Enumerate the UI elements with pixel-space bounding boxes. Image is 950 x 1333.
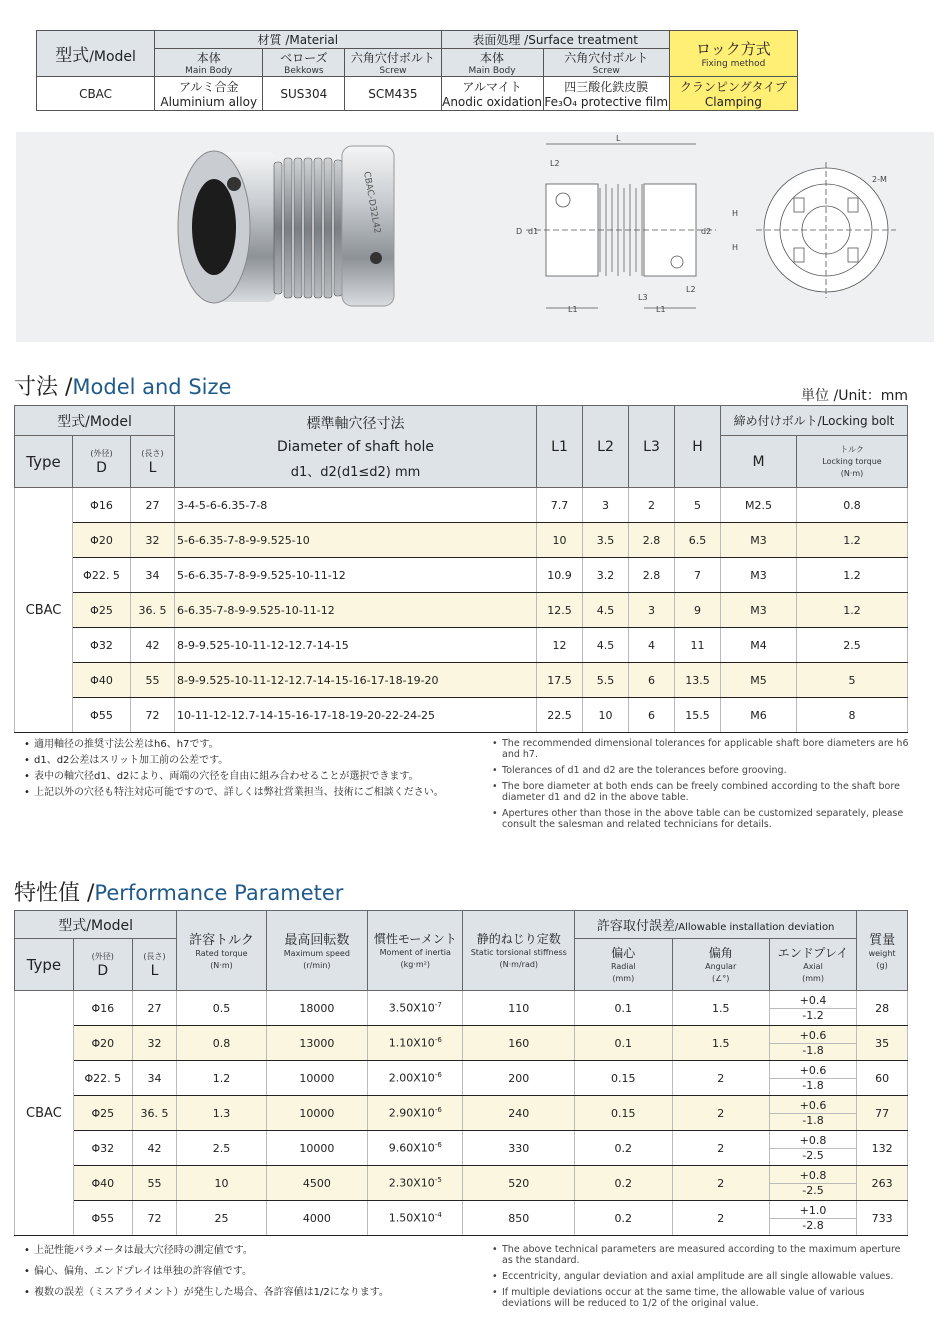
inertia — [368, 1026, 463, 1061]
L2: 4.5 — [583, 593, 629, 628]
radial: 0.15 — [575, 1096, 672, 1131]
weight: 60 — [857, 1061, 908, 1096]
material-screw: SCM435 — [345, 77, 441, 111]
end-view-drawing — [732, 162, 896, 298]
table-row — [15, 698, 908, 733]
H: 5 — [675, 488, 721, 523]
bolt-size: M3 — [721, 558, 797, 593]
L2-header: L2 — [583, 406, 629, 488]
axial-minus: -2.8 — [770, 1218, 856, 1233]
stiffness: 520 — [463, 1166, 575, 1201]
inertia-base: 1.50X10 — [388, 1211, 435, 1225]
radial: 0.2 — [575, 1201, 672, 1236]
axial-plus: +1.0 — [799, 1203, 827, 1217]
max-speed: 4500 — [266, 1166, 367, 1201]
note: • If multiple deviations occur at the same time, the allowable value of various deviations will be reduced to 1/2 of the original value. — [490, 1287, 910, 1309]
max-speed: 10000 — [266, 1096, 367, 1131]
note: • The above technical parameters are measured according to the maximum aperture as the standard. — [490, 1244, 910, 1266]
inertia-base: 3.50X10 — [388, 1001, 435, 1015]
dim-L3: L3 — [638, 293, 648, 302]
angular: 1.5 — [672, 991, 769, 1026]
model-header: 型式/Model — [37, 31, 155, 77]
inertia — [368, 1096, 463, 1131]
inertia-base: 1.10X10 — [388, 1036, 435, 1050]
inertia-base: 2.00X10 — [388, 1071, 435, 1085]
outer-diameter: Φ16 — [73, 488, 131, 523]
type-header: Type — [15, 436, 73, 488]
inertia-base: 9.60X10 — [388, 1141, 435, 1155]
axial-minus: -1.8 — [770, 1113, 856, 1128]
L2: 5.5 — [583, 663, 629, 698]
angular: 2 — [672, 1201, 769, 1236]
L3-header: L3 — [629, 406, 675, 488]
locking-torque: 8 — [797, 698, 908, 733]
table-row — [15, 663, 908, 698]
outer-diameter: Φ55 — [73, 698, 131, 733]
rated-torque: 10 — [177, 1166, 266, 1201]
size-table — [14, 405, 908, 733]
axial — [769, 1131, 856, 1166]
axial-minus: -2.5 — [770, 1148, 856, 1163]
surface-screw: 四三酸化鉄皮膜 Fe₃O₄ protective film — [543, 77, 669, 111]
weight: 28 — [857, 991, 908, 1026]
length: 42 — [132, 1131, 177, 1166]
note: • 偏心、偏角、エンドプレイは単独の許容値です。 — [22, 1265, 462, 1278]
dim-L2: L2 — [550, 159, 560, 168]
bolt-size: M5 — [721, 663, 797, 698]
surface-body: アルマイト Anodic oxidation — [441, 77, 543, 111]
length: 72 — [132, 1201, 177, 1236]
perf-type-cell: CBAC — [15, 991, 74, 1236]
L1: 12 — [537, 628, 583, 663]
length: 32 — [132, 1026, 177, 1061]
dim-d1: d1 — [528, 227, 539, 236]
L1: 12.5 — [537, 593, 583, 628]
max-speed: 10000 — [266, 1131, 367, 1166]
length: 36. 5 — [132, 1096, 177, 1131]
shaft-holes: 8-9-9.525-10-11-12-12.7-14-15-16-17-18-19-20 — [175, 663, 537, 698]
note: • 複数の誤差（ミスアライメント）が発生した場合、各許容値は1/2になります。 — [22, 1286, 462, 1299]
note: • The recommended dimensional tolerances for applicable shaft bore diameters are h6 and h7. — [490, 738, 910, 760]
H: 13.5 — [675, 663, 721, 698]
length: 36. 5 — [131, 593, 175, 628]
table-row — [15, 488, 908, 523]
length: 55 — [131, 663, 175, 698]
table-row — [15, 593, 908, 628]
surface-header: 表面処理 /Surface treatment — [441, 31, 669, 49]
L1: 10 — [537, 523, 583, 558]
outer-diameter: Φ20 — [73, 523, 131, 558]
max-speed: 4000 — [266, 1201, 367, 1236]
rated-torque: 1.3 — [177, 1096, 266, 1131]
inertia-exponent: -4 — [434, 1211, 442, 1220]
lock-header: ロック方式 Fixing method — [669, 31, 797, 77]
axial-plus: +0.8 — [799, 1133, 827, 1147]
bolt-size: M4 — [721, 628, 797, 663]
length: 27 — [132, 991, 177, 1026]
outer-diameter: Φ32 — [73, 628, 131, 663]
note: • Apertures other than those in the above table can be customized separately, please consult the salesman and related technicians for details. — [490, 808, 910, 830]
size-model-header: 型式/Model — [15, 406, 175, 436]
performance-table — [14, 910, 908, 1236]
stiffness-header: 静的ねじり定数 Static torsional stiffness (N·m/rad) — [463, 911, 575, 991]
inertia-base: 2.90X10 — [388, 1106, 435, 1120]
deviation-header: 許容取付誤差/Allowable installation deviation — [575, 911, 857, 939]
note: • Tolerances of d1 and d2 are the tolerances before grooving. — [490, 765, 910, 776]
length: 32 — [131, 523, 175, 558]
outer-diameter: Φ40 — [73, 1166, 132, 1201]
axial — [769, 1026, 856, 1061]
radial: 0.15 — [575, 1061, 672, 1096]
product-engraving: CBAC-D32L42 — [361, 170, 382, 235]
axial-plus: +0.6 — [799, 1028, 827, 1042]
L2: 4.5 — [583, 628, 629, 663]
inertia-exponent: -6 — [434, 1036, 442, 1045]
col-surface-screw: 六角穴付ボルト Screw — [543, 49, 669, 77]
L2: 3.5 — [583, 523, 629, 558]
perf-notes-en — [490, 1244, 910, 1314]
axial — [769, 1061, 856, 1096]
material-body: アルミ合金 Aluminium alloy — [155, 77, 263, 111]
max-speed-header: 最高回転数 Maximum speed (r/min) — [266, 911, 367, 991]
perf-outer-header: (外径) D — [73, 939, 132, 991]
angular: 2 — [672, 1131, 769, 1166]
axial-minus: -2.5 — [770, 1183, 856, 1198]
radial: 0.2 — [575, 1131, 672, 1166]
rated-torque: 2.5 — [177, 1131, 266, 1166]
M-header: M — [721, 436, 797, 488]
L3: 4 — [629, 628, 675, 663]
perf-notes-jp — [22, 1244, 462, 1302]
outer-diameter: Φ22. 5 — [73, 558, 131, 593]
shaft-holes: 8-9-9.525-10-11-12-12.7-14-15 — [175, 628, 537, 663]
length-header: (長さ) L — [131, 436, 175, 488]
inertia-header: 慣性モーメント Moment of inertia (kg·m²) — [368, 911, 463, 991]
dim-H-top: H — [732, 209, 739, 218]
angular: 2 — [672, 1166, 769, 1201]
radial: 0.2 — [575, 1166, 672, 1201]
note: • 表中の軸穴径d1、d2により、両端の穴径を自由に組み合わせることが選択できます。 — [22, 770, 462, 783]
inertia — [368, 1166, 463, 1201]
dim-H-bottom: H — [732, 243, 739, 252]
L3: 6 — [629, 663, 675, 698]
dim-L: L — [616, 134, 621, 143]
angular-header: 偏角 Angular (∠°) — [672, 939, 769, 991]
L3: 2.8 — [629, 558, 675, 593]
L3: 2.8 — [629, 523, 675, 558]
unit-label: 単位 /Unit：mm — [801, 388, 908, 404]
size-notes-en — [490, 738, 910, 835]
table-row — [15, 1166, 908, 1201]
table-row — [15, 991, 908, 1026]
L2: 3 — [583, 488, 629, 523]
outer-diameter: Φ22. 5 — [73, 1061, 132, 1096]
note: • The bore diameter at both ends can be freely combined according to the shaft bore diameter d1 and d2 in the above table. — [490, 781, 910, 803]
axial-minus: -1.8 — [770, 1078, 856, 1093]
dim-2M: 2-M — [872, 175, 887, 184]
stiffness: 240 — [463, 1096, 575, 1131]
dim-L1-right: L1 — [656, 305, 666, 314]
H: 6.5 — [675, 523, 721, 558]
axial-plus: +0.4 — [799, 993, 827, 1007]
L1: 22.5 — [537, 698, 583, 733]
L3: 2 — [629, 488, 675, 523]
length: 34 — [132, 1061, 177, 1096]
weight: 263 — [857, 1166, 908, 1201]
length: 55 — [132, 1166, 177, 1201]
side-drawing — [516, 134, 716, 314]
radial: 0.1 — [575, 991, 672, 1026]
locking-torque: 1.2 — [797, 593, 908, 628]
product-illustration — [16, 132, 934, 342]
bolt-size: M3 — [721, 523, 797, 558]
max-speed: 13000 — [266, 1026, 367, 1061]
axial-plus: +0.6 — [799, 1063, 827, 1077]
outer-diameter: Φ20 — [73, 1026, 132, 1061]
radial: 0.1 — [575, 1026, 672, 1061]
inertia — [368, 991, 463, 1026]
locking-torque-header: トルク Locking torque (N·m) — [797, 436, 908, 488]
weight-header: 質量 weight (g) — [857, 911, 908, 991]
locking-torque: 2.5 — [797, 628, 908, 663]
H: 15.5 — [675, 698, 721, 733]
L1: 17.5 — [537, 663, 583, 698]
type-cell: CBAC — [15, 488, 73, 733]
note: • Eccentricity, angular deviation and axial amplitude are all single allowable values. — [490, 1271, 910, 1282]
angular: 2 — [672, 1096, 769, 1131]
outer-diameter: Φ25 — [73, 1096, 132, 1131]
bolt-size: M6 — [721, 698, 797, 733]
shaft-holes: 5-6-6.35-7-8-9-9.525-10 — [175, 523, 537, 558]
max-speed: 18000 — [266, 991, 367, 1026]
outer-diameter: Φ16 — [73, 991, 132, 1026]
inertia — [368, 1061, 463, 1096]
inertia-exponent: -7 — [434, 1001, 442, 1010]
shaft-holes: 10-11-12-12.7-14-15-16-17-18-19-20-22-24-25 — [175, 698, 537, 733]
table-row — [15, 523, 908, 558]
size-notes-jp — [22, 738, 462, 802]
outer-header: (外径) D — [73, 436, 131, 488]
H: 11 — [675, 628, 721, 663]
shaft-holes: 3-4-5-6-6.35-7-8 — [175, 488, 537, 523]
material-model: CBAC — [37, 77, 155, 111]
inertia — [368, 1201, 463, 1236]
axial — [769, 1201, 856, 1236]
perf-type-header: Type — [15, 939, 74, 991]
inertia-exponent: -5 — [434, 1176, 442, 1185]
axial — [769, 991, 856, 1026]
L3: 6 — [629, 698, 675, 733]
locking-torque: 0.8 — [797, 488, 908, 523]
rated-torque: 1.2 — [177, 1061, 266, 1096]
material-bellows: SUS304 — [263, 77, 345, 111]
table-row — [15, 1131, 908, 1166]
material-header: 材質 /Material — [155, 31, 441, 49]
angular: 2 — [672, 1061, 769, 1096]
table-row — [15, 1026, 908, 1061]
bolt-size: M3 — [721, 593, 797, 628]
inertia-base: 2.30X10 — [388, 1176, 435, 1190]
length: 27 — [131, 488, 175, 523]
dim-d2: d2 — [701, 227, 712, 236]
table-row — [15, 558, 908, 593]
L1: 7.7 — [537, 488, 583, 523]
note: • 上記以外の穴径も特注対応可能ですので、詳しくは弊社営業担当、技術にご相談ください。 — [22, 786, 462, 799]
lock-value: クランピングタイプ Clamping — [669, 77, 797, 111]
radial-header: 偏心 Radial (mm) — [575, 939, 672, 991]
angular: 1.5 — [672, 1026, 769, 1061]
stiffness: 200 — [463, 1061, 575, 1096]
L2: 10 — [583, 698, 629, 733]
L1: 10.9 — [537, 558, 583, 593]
product-panel — [16, 132, 934, 342]
stiffness: 330 — [463, 1131, 575, 1166]
axial-plus: +0.8 — [799, 1168, 827, 1182]
dim-L2-right: L2 — [686, 285, 696, 294]
note: • d1、d2公差はスリット加工前の公差です。 — [22, 754, 462, 767]
weight: 132 — [857, 1131, 908, 1166]
perf-section-title: 特性值 /Performance Parameter — [14, 881, 344, 906]
H: 9 — [675, 593, 721, 628]
dim-D: D — [516, 227, 523, 236]
col-bellows: ベローズ Bekkows — [263, 49, 345, 77]
axial-minus: -1.2 — [770, 1008, 856, 1023]
weight: 77 — [857, 1096, 908, 1131]
H-header: H — [675, 406, 721, 488]
stiffness: 110 — [463, 991, 575, 1026]
size-section-title: 寸法 /Model and Size — [14, 375, 232, 400]
rated-torque: 25 — [177, 1201, 266, 1236]
col-screw: 六角穴付ボルト Screw — [345, 49, 441, 77]
length: 42 — [131, 628, 175, 663]
stiffness: 850 — [463, 1201, 575, 1236]
bolt-header: 締め付けボルト/Locking bolt — [721, 406, 908, 436]
material-table — [36, 30, 798, 111]
table-row — [15, 1061, 908, 1096]
shaft-holes: 5-6-6.35-7-8-9-9.525-10-11-12 — [175, 558, 537, 593]
note: • 上記性能パラメータは最大穴径時の測定値です。 — [22, 1244, 462, 1257]
axial-header: エンドプレイ Axial (mm) — [769, 939, 856, 991]
outer-diameter: Φ25 — [73, 593, 131, 628]
inertia-exponent: -6 — [434, 1106, 442, 1115]
L1-header: L1 — [537, 406, 583, 488]
length: 72 — [131, 698, 175, 733]
axial-minus: -1.8 — [770, 1043, 856, 1058]
locking-torque: 1.2 — [797, 558, 908, 593]
shaft-holes: 6-6.35-7-8-9-9.525-10-11-12 — [175, 593, 537, 628]
max-speed: 10000 — [266, 1061, 367, 1096]
stiffness: 160 — [463, 1026, 575, 1061]
note: • 適用軸径の推奨寸法公差はh6、h7です。 — [22, 738, 462, 751]
outer-diameter: Φ55 — [73, 1201, 132, 1236]
weight: 35 — [857, 1026, 908, 1061]
weight: 733 — [857, 1201, 908, 1236]
col-surface-body: 本体 Main Body — [441, 49, 543, 77]
L3: 3 — [629, 593, 675, 628]
perf-model-header: 型式/Model — [15, 911, 177, 939]
length: 34 — [131, 558, 175, 593]
table-row — [15, 1096, 908, 1131]
H: 7 — [675, 558, 721, 593]
col-main-body: 本体 Main Body — [155, 49, 263, 77]
locking-torque: 5 — [797, 663, 908, 698]
table-row — [15, 628, 908, 663]
rated-torque: 0.8 — [177, 1026, 266, 1061]
inertia — [368, 1131, 463, 1166]
rated-torque: 0.5 — [177, 991, 266, 1026]
inertia-exponent: -6 — [434, 1071, 442, 1080]
outer-diameter: Φ32 — [73, 1131, 132, 1166]
inertia-exponent: -6 — [434, 1141, 442, 1150]
hole-header: 標準軸穴径寸法 Diameter of shaft hole d1、d2(d1≤d2) mm — [175, 406, 537, 488]
axial-plus: +0.6 — [799, 1098, 827, 1112]
dim-L1-left: L1 — [568, 305, 578, 314]
coupling-photo — [178, 146, 394, 306]
L2: 3.2 — [583, 558, 629, 593]
perf-length-header: (長さ) L — [132, 939, 177, 991]
outer-diameter: Φ40 — [73, 663, 131, 698]
rated-torque-header: 許容トルク Rated torque (N·m) — [177, 911, 266, 991]
locking-torque: 1.2 — [797, 523, 908, 558]
bolt-size: M2.5 — [721, 488, 797, 523]
table-row — [15, 1201, 908, 1236]
axial — [769, 1166, 856, 1201]
axial — [769, 1096, 856, 1131]
